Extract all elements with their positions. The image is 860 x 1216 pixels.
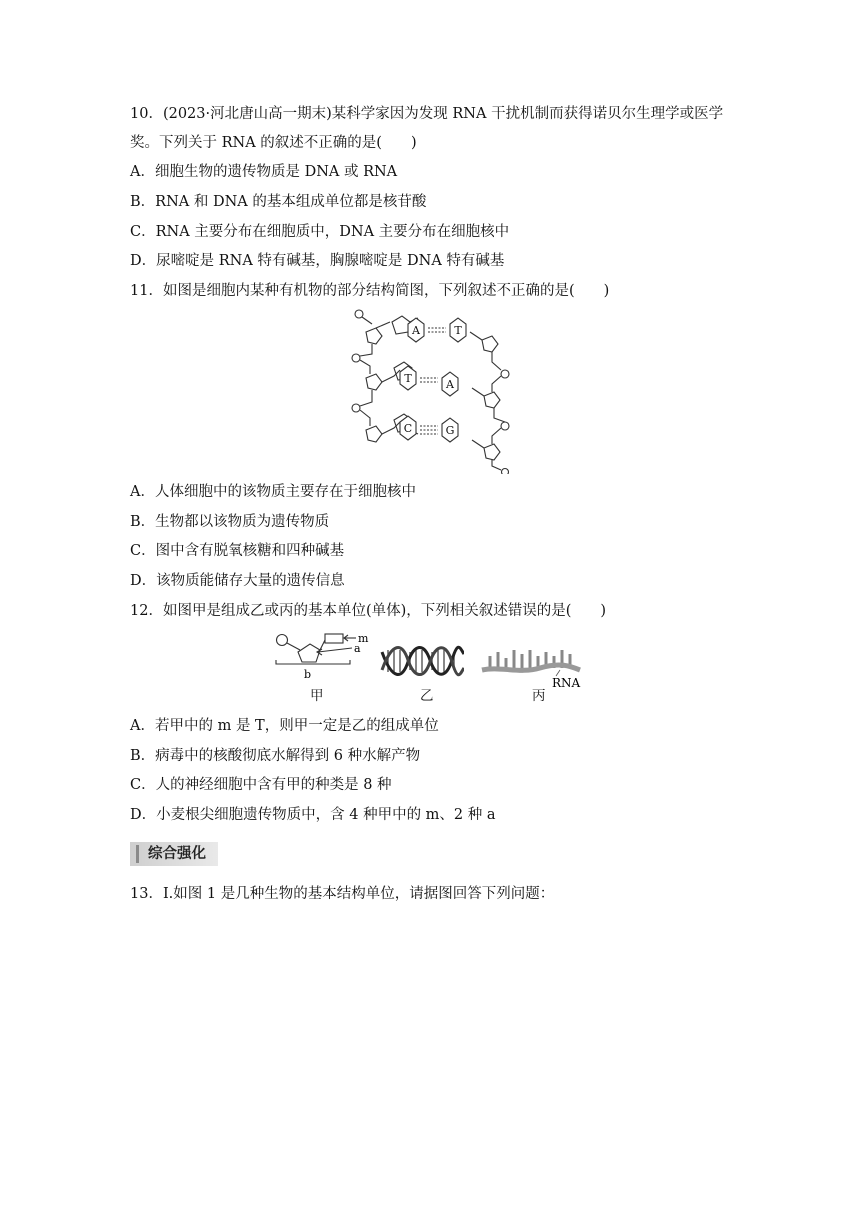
q10-option-c: C．RNA 主要分布在细胞质中，DNA 主要分布在细胞核中 <box>130 224 510 240</box>
dna-double-helix-figure <box>380 644 464 678</box>
q12-stem: 12．如图甲是组成乙或丙的基本单位(单体)，下列相关叙述错误的是( ) <box>130 603 607 619</box>
q12-option-a: A．若甲中的 m 是 T，则甲一定是乙的组成单位 <box>130 718 439 734</box>
q12-option-c: C．人的神经细胞中含有甲的种类是 8 种 <box>130 777 392 793</box>
label-rna: RNA <box>552 676 581 688</box>
rna-strand-figure <box>480 644 584 688</box>
q13-stem: 13．Ⅰ.如图 1 是几种生物的基本结构单位，请据图回答下列问题： <box>130 886 555 902</box>
base-label: G <box>445 424 455 437</box>
q10-stem-line2: 奖。下列关于 RNA 的叙述不正确的是( ) <box>130 135 417 151</box>
nucleotide-figure <box>270 630 370 682</box>
caption-jia: 甲 <box>310 688 324 704</box>
caption-yi: 乙 <box>420 688 434 704</box>
base-label: A <box>446 378 454 391</box>
base-label: A <box>412 324 420 337</box>
q11-option-d: D．该物质能储存大量的遗传信息 <box>130 573 345 589</box>
q12-option-b: B．病毒中的核酸彻底水解得到 6 种水解产物 <box>130 748 421 764</box>
dna-structure-figure <box>346 308 516 474</box>
deoxyribose-pentagon <box>366 328 382 344</box>
base-label: C <box>403 422 413 435</box>
caption-bing: 丙 <box>532 688 546 704</box>
label-b: b <box>304 668 312 681</box>
section-header <box>130 842 218 866</box>
section-title: 综合强化 <box>148 846 206 862</box>
q10-stem-line1: 10．(2023·河北唐山高一期末)某科学家因为发现 RNA 干扰机制而获得诺贝尔生理学或医学 <box>130 106 724 122</box>
base-label: T <box>404 372 412 385</box>
q11-option-a: A．人体细胞中的该物质主要存在于细胞核中 <box>130 484 416 500</box>
q10-option-b: B．RNA 和 DNA 的基本组成单位都是核苷酸 <box>130 194 427 210</box>
q10-option-d: D．尿嘧啶是 RNA 特有碱基，胸腺嘧啶是 DNA 特有碱基 <box>130 253 505 269</box>
section-header-bar <box>136 845 139 863</box>
label-m: m <box>358 632 369 645</box>
label-a: a <box>354 642 361 655</box>
q12-option-d: D．小麦根尖细胞遗传物质中，含 4 种甲中的 m、2 种 a <box>130 807 496 823</box>
q11-option-c: C．图中含有脱氧核糖和四种碱基 <box>130 543 345 559</box>
phosphate-circle <box>355 310 363 318</box>
q11-stem: 11．如图是细胞内某种有机物的部分结构简图，下列叙述不正确的是( ) <box>130 283 610 299</box>
q11-option-b: B．生物都以该物质为遗传物质 <box>130 514 330 530</box>
base-label: T <box>454 324 462 337</box>
q10-option-a: A．细胞生物的遗传物质是 DNA 或 RNA <box>130 164 398 180</box>
